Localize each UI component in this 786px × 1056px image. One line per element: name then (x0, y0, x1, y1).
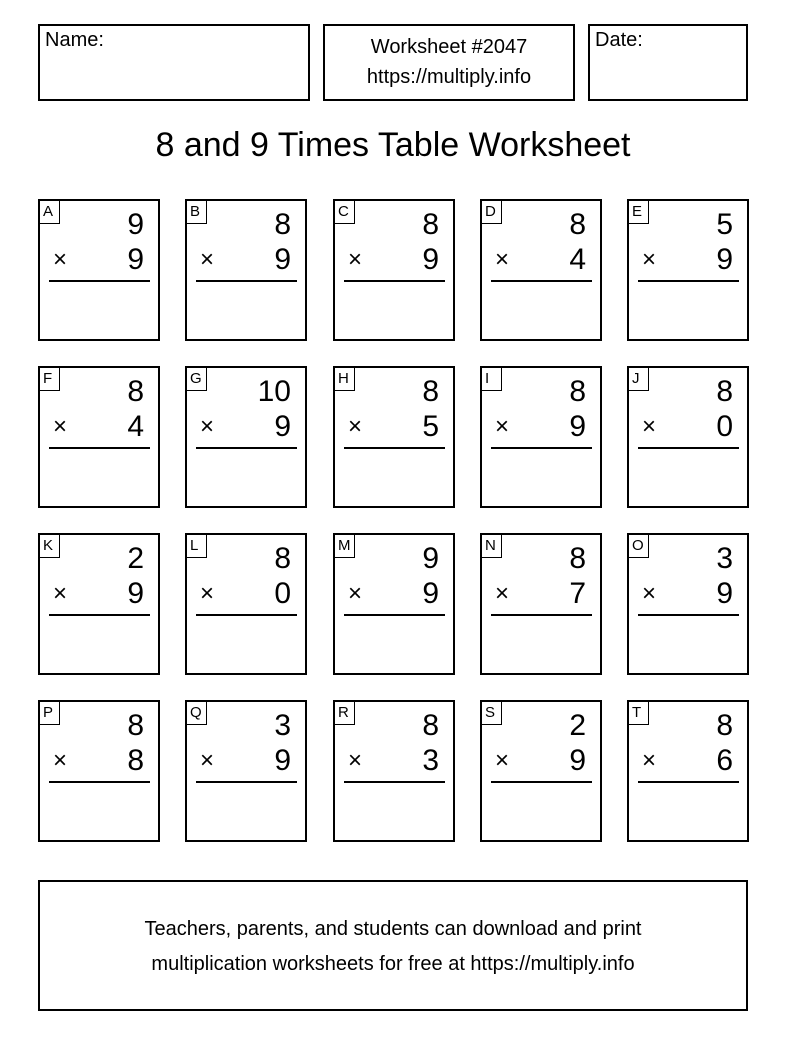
multiplicand: 8 (716, 709, 733, 742)
footer-text-line-2: multiplication worksheets for free at https://multiply.info (151, 953, 635, 975)
times-sign: × (53, 580, 68, 607)
worksheet-url: https://multiply.info (366, 66, 532, 88)
multiplicand: 8 (127, 709, 144, 742)
multiplier: 7 (569, 577, 586, 610)
problem-card[interactable] (480, 533, 602, 675)
footer-box (38, 880, 748, 1011)
times-sign: × (200, 580, 215, 607)
answer-line (196, 447, 297, 449)
problem-label: N (481, 534, 502, 558)
multiplicand: 8 (716, 375, 733, 408)
problem-label: G (186, 367, 207, 391)
times-sign: × (53, 246, 68, 273)
problem-card[interactable] (627, 533, 749, 675)
problem-card[interactable] (38, 533, 160, 675)
problem-card[interactable] (185, 533, 307, 675)
problem-label: P (39, 701, 60, 725)
multiplicand: 8 (422, 375, 439, 408)
problem-card[interactable] (480, 199, 602, 341)
multiplier: 9 (422, 243, 439, 276)
times-sign: × (495, 413, 510, 440)
multiplicand: 3 (274, 709, 291, 742)
problem-card[interactable] (627, 700, 749, 842)
problem-label: D (481, 200, 502, 224)
problem-card[interactable] (480, 366, 602, 508)
times-sign: × (53, 747, 68, 774)
times-sign: × (642, 413, 657, 440)
problem-card[interactable] (333, 199, 455, 341)
problem-card[interactable] (333, 366, 455, 508)
problem-label: Q (186, 701, 207, 725)
problem-label: J (628, 367, 649, 391)
multiplicand: 8 (422, 208, 439, 241)
multiplier: 9 (127, 243, 144, 276)
times-sign: × (200, 747, 215, 774)
multiplicand: 2 (569, 709, 586, 742)
problem-card[interactable] (38, 366, 160, 508)
problem-label: K (39, 534, 60, 558)
problem-label: L (186, 534, 207, 558)
times-sign: × (642, 747, 657, 774)
times-sign: × (200, 246, 215, 273)
footer-text-line-1: Teachers, parents, and students can download and print (144, 918, 642, 940)
problem-card[interactable] (38, 199, 160, 341)
answer-line (344, 614, 445, 616)
answer-line (49, 447, 150, 449)
problem-label: M (334, 534, 355, 558)
multiplicand: 10 (257, 375, 291, 408)
multiplier: 4 (127, 410, 144, 443)
multiplier: 4 (569, 243, 586, 276)
multiplier: 9 (422, 577, 439, 610)
times-sign: × (495, 580, 510, 607)
problem-card[interactable] (185, 199, 307, 341)
multiplicand: 8 (569, 375, 586, 408)
multiplicand: 9 (127, 208, 144, 241)
answer-line (491, 781, 592, 783)
multiplicand: 9 (422, 542, 439, 575)
problem-card[interactable] (480, 700, 602, 842)
multiplier: 8 (127, 744, 144, 777)
multiplier: 9 (569, 744, 586, 777)
times-sign: × (200, 413, 215, 440)
multiplicand: 8 (274, 542, 291, 575)
problem-label: R (334, 701, 355, 725)
multiplier: 9 (716, 577, 733, 610)
multiplier: 0 (274, 577, 291, 610)
answer-line (196, 280, 297, 282)
times-sign: × (348, 246, 363, 273)
times-sign: × (495, 747, 510, 774)
name-label: Name: (45, 29, 104, 51)
multiplicand: 8 (274, 208, 291, 241)
problem-label: C (334, 200, 355, 224)
answer-line (638, 781, 739, 783)
answer-line (344, 781, 445, 783)
times-sign: × (348, 580, 363, 607)
multiplicand: 8 (422, 709, 439, 742)
multiplier: 9 (127, 577, 144, 610)
problem-label: H (334, 367, 355, 391)
multiplier: 9 (274, 744, 291, 777)
times-sign: × (348, 747, 363, 774)
problem-label: A (39, 200, 60, 224)
answer-line (491, 280, 592, 282)
multiplier: 3 (422, 744, 439, 777)
answer-line (344, 447, 445, 449)
page-title: 8 and 9 Times Table Worksheet (155, 126, 631, 164)
times-sign: × (348, 413, 363, 440)
answer-line (491, 447, 592, 449)
times-sign: × (53, 413, 68, 440)
problem-card[interactable] (627, 199, 749, 341)
times-sign: × (495, 246, 510, 273)
answer-line (638, 614, 739, 616)
multiplier: 5 (422, 410, 439, 443)
multiplicand: 8 (569, 208, 586, 241)
problem-label: I (481, 367, 502, 391)
answer-line (196, 781, 297, 783)
problem-label: F (39, 367, 60, 391)
times-sign: × (642, 246, 657, 273)
answer-line (491, 614, 592, 616)
multiplier: 9 (274, 410, 291, 443)
problem-label: B (186, 200, 207, 224)
problem-label: O (628, 534, 649, 558)
answer-line (49, 781, 150, 783)
multiplicand: 8 (127, 375, 144, 408)
answer-line (638, 280, 739, 282)
date-label: Date: (595, 29, 643, 51)
multiplier: 9 (716, 243, 733, 276)
multiplicand: 2 (127, 542, 144, 575)
answer-line (196, 614, 297, 616)
answer-line (638, 447, 739, 449)
multiplicand: 8 (569, 542, 586, 575)
answer-line (49, 280, 150, 282)
problem-card[interactable] (185, 700, 307, 842)
multiplier: 9 (274, 243, 291, 276)
problem-card[interactable] (333, 533, 455, 675)
multiplier: 6 (716, 744, 733, 777)
problem-label: S (481, 701, 502, 725)
multiplier: 9 (569, 410, 586, 443)
problem-card[interactable] (333, 700, 455, 842)
problem-card[interactable] (38, 700, 160, 842)
problem-label: E (628, 200, 649, 224)
multiplicand: 3 (716, 542, 733, 575)
problem-card[interactable] (185, 366, 307, 508)
answer-line (344, 280, 445, 282)
problem-card[interactable] (627, 366, 749, 508)
times-sign: × (642, 580, 657, 607)
multiplicand: 5 (716, 208, 733, 241)
worksheet-number: Worksheet #2047 (370, 36, 528, 58)
answer-line (49, 614, 150, 616)
problem-label: T (628, 701, 649, 725)
multiplier: 0 (716, 410, 733, 443)
